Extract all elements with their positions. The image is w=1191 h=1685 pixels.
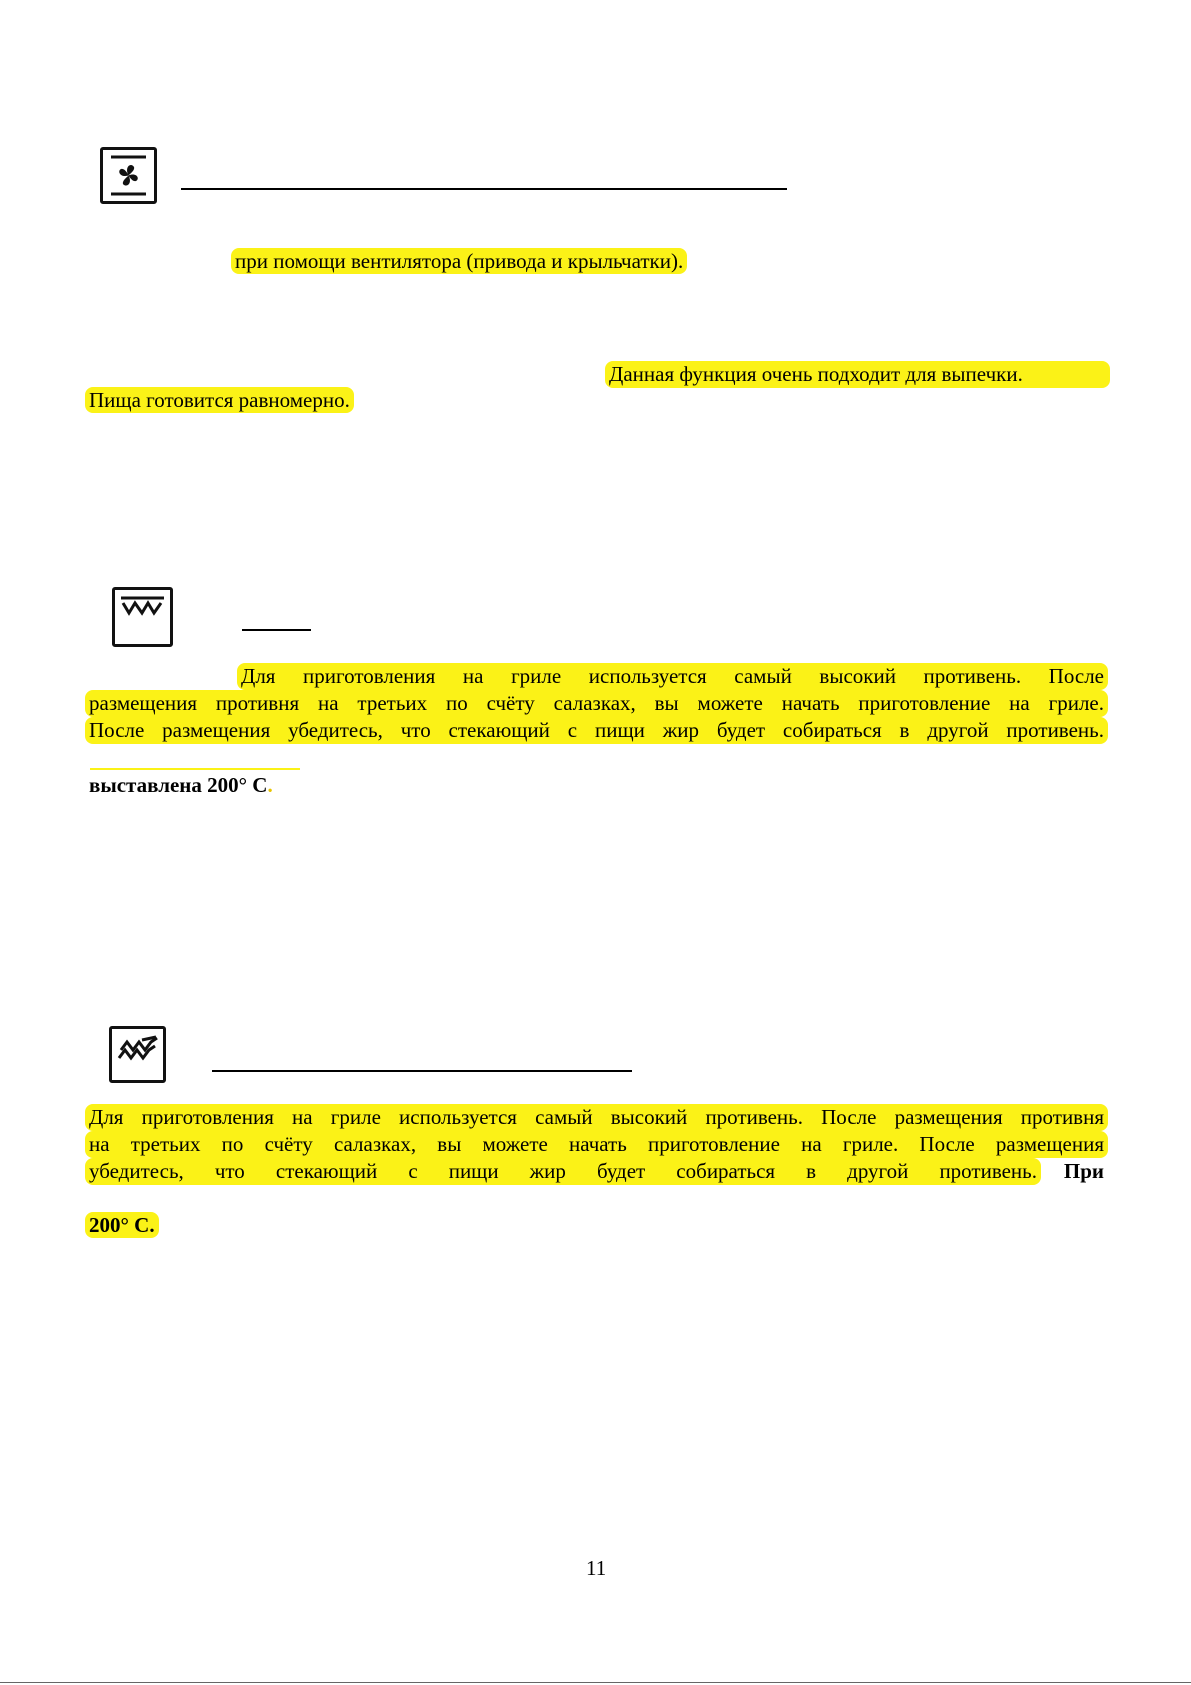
grill-fan-icon — [109, 1026, 166, 1083]
section1-line3: Пища готовится равномерно. — [85, 388, 354, 413]
section2-heading-rule — [242, 629, 311, 631]
section3-line3: убедитесь, что стекающий с пищи жир будет собираться в другой противень. При — [85, 1158, 1108, 1185]
section2-line1: Для приготовления на гриле используется самый высокий противень. После — [237, 663, 1108, 690]
section2-line3: После размещения убедитесь, что стекающий с пищи жир будет собираться в другой противень. — [85, 717, 1108, 744]
section3-line1: Для приготовления на гриле используется самый высокий противень. После размещения противня — [85, 1104, 1108, 1131]
section2-line2: размещения противня на третьих по счёту салазках, вы можете начать приготовление на гриле. — [85, 690, 1108, 717]
section3-line2: на третьих по счёту салазках, вы можете начать приготовление на гриле. После размещения — [85, 1131, 1108, 1158]
section2-temp-underline — [90, 768, 300, 770]
section1-line1: при помощи вентилятора (привода и крыльчатки). — [231, 249, 687, 274]
fan-oven-icon — [100, 147, 157, 204]
page-bottom-border — [0, 1682, 1191, 1683]
section1-heading-rule — [181, 188, 787, 190]
section2-temp-note: выставлена 200° С. — [89, 773, 273, 797]
section3-temp-note: 200° С. — [85, 1213, 159, 1238]
top-grill-icon — [112, 587, 173, 647]
page-number: 11 — [586, 1556, 607, 1580]
section1-line2: Данная функция очень подходит для выпечки. — [605, 361, 1110, 388]
section3-heading-rule — [212, 1070, 632, 1072]
